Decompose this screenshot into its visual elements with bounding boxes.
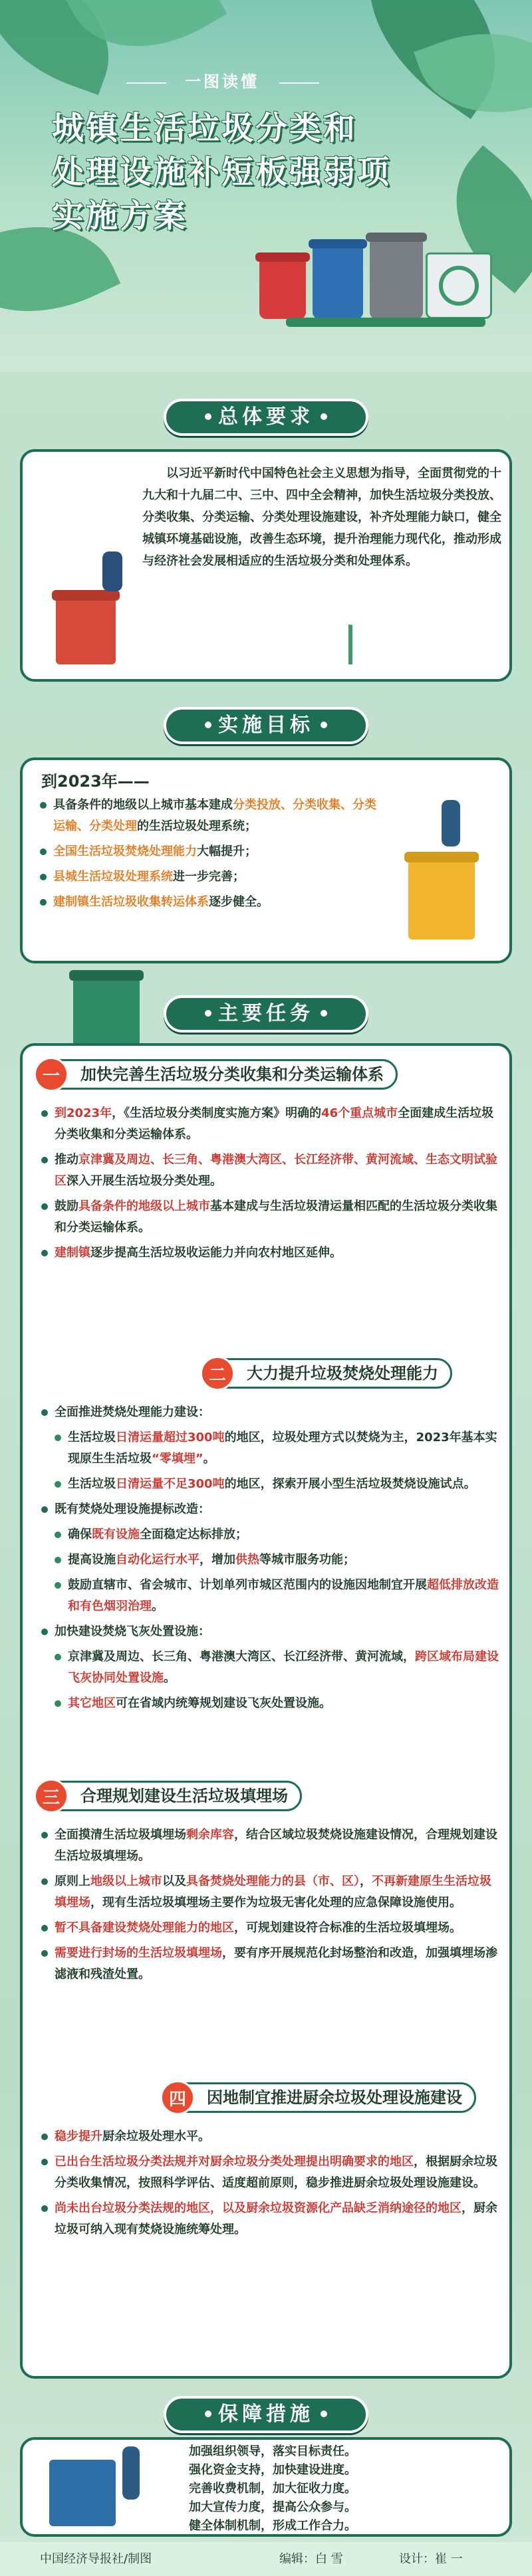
task-4-list — [40, 2126, 499, 2244]
task-3-list — [40, 1825, 499, 1989]
task-2-subitem: 其它地区可在省域内统筹规划建设飞灰处置设施。 — [53, 1693, 499, 1714]
task-2-body — [40, 1402, 499, 1718]
guarantee-item: 加强组织领导，落实目标责任。 — [189, 2444, 356, 2458]
subtitle: 一图读懂 — [185, 72, 259, 91]
title-line-3: 实施方案 — [52, 197, 188, 235]
task-2-group-3 — [40, 1621, 499, 1642]
red-bin-icon — [259, 259, 306, 319]
title-line-1: 城镇生活垃圾分类和 — [52, 110, 358, 147]
task-1-list — [40, 1103, 499, 1268]
task-2-group-label: 加快建设焚烧飞灰处置设施： — [40, 1621, 499, 1642]
blue-bin-icon — [49, 2460, 116, 2526]
goal-item: 具备条件的地级以上城市基本建成分类投放、分类收集、分类运输、分类处理的生活垃圾处理系统； — [39, 795, 384, 837]
overall-text: 以习近平新时代中国特色社会主义思想为指导，全面贯彻党的十九大和十九届二中、三中、四中全会精神，加快生活垃圾分类投放、分类收集、分类运输、分类处理设施建设，补齐处理能力缺口，健全城镇环境基础设施，改善生态环境，提升治理能力现代化，推动形成与经济社会发展相适应的生活垃圾分类和处理体系。 — [142, 466, 501, 568]
goals-card — [20, 757, 512, 963]
person-figure-icon — [442, 800, 460, 846]
task-2-heading — [202, 1358, 452, 1389]
tasks-card — [20, 1043, 512, 2379]
task-2-group-3-list — [53, 1646, 499, 1714]
task-3-item: 需要进行封场的生活垃圾填埋场，要有序开展规范化封场整治和改造，加强填埋场渗滤液和残渣处置。 — [40, 1943, 499, 1985]
yellow-bin-lid — [404, 852, 479, 862]
footer — [0, 2542, 532, 2576]
task-2-subitem: 生活垃圾日清运量超过300吨的地区，垃圾处理方式以焚烧为主，2023年基本实现原生生活垃圾“零填埋”。 — [53, 1427, 499, 1470]
task-2-group-label: 既有焚烧处理设施提标改造： — [40, 1499, 499, 1520]
guarantee-item: 加大宣传力度，提高公众参与。 — [189, 2500, 356, 2514]
header-banner — [0, 0, 532, 372]
task-1-item: 鼓励具备条件的地级以上城市基本建成与生活垃圾清运量相匹配的生活垃圾分类收集和分类运输体系。 — [40, 1196, 499, 1238]
goals-year: 到2023年—— — [41, 772, 150, 791]
title-line-2: 处理设施补短板强弱项 — [52, 153, 392, 191]
overall-card — [20, 449, 512, 682]
task-1-item: 到2023年，《生活垃圾分类制度实施方案》明确的46个重点城市全面建成生活垃圾分类收集和分类运输体系。 — [40, 1103, 499, 1145]
task-3-item: 暂不具备建设焚烧处理能力的地区，可规划建设符合标准的生活垃圾填埋场。 — [40, 1918, 499, 1939]
task-2-subitem: 提高设施自动化运行水平，增加供热等城市服务功能； — [53, 1549, 499, 1571]
footer-editor: 编辑：白 雪 — [279, 2552, 343, 2566]
guarantee-list — [189, 2442, 356, 2535]
task-2-subitem: 鼓励直辖市、省会城市、计划单列市城区范围内的设施因地制宜开展超低排放改造和有色烟羽治理。 — [53, 1575, 499, 1617]
task-4-item: 稳步提升厨余垃圾处理水平。 — [40, 2126, 499, 2147]
goal-item: 县城生活垃圾处理系统进一步完善； — [39, 866, 384, 888]
task-4-heading — [162, 2082, 476, 2113]
task-1-number: 一 — [34, 1057, 68, 1092]
blue-bin-icon — [313, 246, 363, 319]
plant-icon — [348, 625, 375, 664]
gray-bin-icon — [370, 239, 423, 319]
guarantee-card — [20, 2437, 512, 2537]
goals-list — [39, 795, 384, 917]
task-1-heading — [36, 1059, 398, 1090]
task-4-item: 已出台生活垃圾分类法规并对厨余垃圾分类处理提出明确要求的地区，根据厨余垃圾分类收集情况，按照科学评估、适度超前原则，稳步推进厨余垃圾处理设施建设。 — [40, 2151, 499, 2194]
recycle-symbol-icon — [439, 266, 479, 306]
subtitle-line-left — [126, 82, 166, 84]
task-3-title: 合理规划建设生活垃圾填埋场 — [80, 1787, 288, 1805]
ground-line — [286, 318, 485, 327]
person-figure-icon — [122, 2446, 140, 2500]
task-1-item: 推动京津冀及周边、长三角、粤港澳大湾区、长江经济带、黄河流域、生态文明试验区深入开展生活垃圾分类处理。 — [40, 1149, 499, 1192]
footer-designer: 设计：崔 一 — [399, 2552, 463, 2566]
red-bin-lid — [52, 590, 120, 601]
task-3-heading — [36, 1781, 302, 1811]
red-bin-icon — [56, 598, 116, 664]
task-3-item: 全面摸清生活垃圾填埋场剩余库容，结合区域垃圾焚烧设施建设情况，合理规划建设生活垃圾填埋场。 — [40, 1825, 499, 1867]
task-3-number: 三 — [34, 1779, 68, 1813]
yellow-bin-icon — [408, 860, 475, 940]
task-2-group-2-list — [53, 1524, 499, 1617]
task-1-item: 建制镇逐步提高生活垃圾收运能力并向农村地区延伸。 — [40, 1242, 499, 1264]
task-2-subitem: 确保既有设施全面稳定达标排放； — [53, 1524, 499, 1545]
page-title — [52, 106, 491, 238]
green-bin-lid — [69, 970, 144, 981]
goal-item: 全国生活垃圾焚烧处理能力大幅提升； — [39, 841, 384, 862]
section-title-overall: 总体要求 — [164, 399, 368, 436]
person-figure-icon — [102, 551, 122, 591]
footer-source: 中国经济导报社/制图 — [40, 2552, 152, 2566]
task-2-group-2 — [40, 1499, 499, 1520]
task-2-group-label: 全面推进焚烧处理能力建设： — [40, 1402, 499, 1423]
guarantee-item: 强化资金支持，加快建设进度。 — [189, 2463, 356, 2477]
task-2-subitem: 京津冀及周边、长三角、粤港澳大湾区、长江经济带、黄河流域，跨区域布局建设飞灰协同处置设施。 — [53, 1646, 499, 1689]
task-4-number: 四 — [160, 2080, 195, 2115]
task-2-subitem: 生活垃圾日清运量不足300吨的地区，探索开展小型生活垃圾焚烧设施试点。 — [53, 1474, 499, 1495]
guarantee-item: 完善收费机制，加大征收力度。 — [189, 2482, 356, 2496]
task-2-number: 二 — [200, 1356, 235, 1391]
task-4-item: 尚未出台垃圾分类法规的地区，以及厨余垃圾资源化产品缺乏消纳途径的地区，厨余垃圾可纳入现有焚烧设施统筹处理。 — [40, 2198, 499, 2240]
task-3-item: 原则上地级以上城市以及具备焚烧处理能力的县（市、区），不再新建原生生活垃圾填埋场，现有生活垃圾填埋场主要作为垃圾无害化处理的应急保障设施使用。 — [40, 1871, 499, 1914]
guarantee-item: 健全体制机制，形成工作合力。 — [189, 2519, 356, 2533]
task-2-title: 大力提升垃圾焚烧处理能力 — [247, 1364, 438, 1383]
task-4-title: 因地制宜推进厨余垃圾处理设施建设 — [207, 2088, 462, 2107]
task-2-group-1-list — [53, 1427, 499, 1495]
goal-item: 建制镇生活垃圾收集转运体系逐步健全。 — [39, 892, 384, 913]
task-2-group-1 — [40, 1402, 499, 1423]
section-title-tasks: 主要任务 — [164, 995, 368, 1033]
section-title-goals: 实施目标 — [164, 707, 368, 744]
section-title-guarantee: 保障措施 — [164, 2396, 368, 2433]
gray-bin-lid — [366, 233, 427, 242]
subtitle-line-right — [279, 82, 319, 84]
task-1-title: 加快完善生活垃圾分类收集和分类运输体系 — [80, 1065, 384, 1084]
red-bin-lid — [255, 252, 310, 262]
blue-bin-lid — [309, 239, 367, 248]
